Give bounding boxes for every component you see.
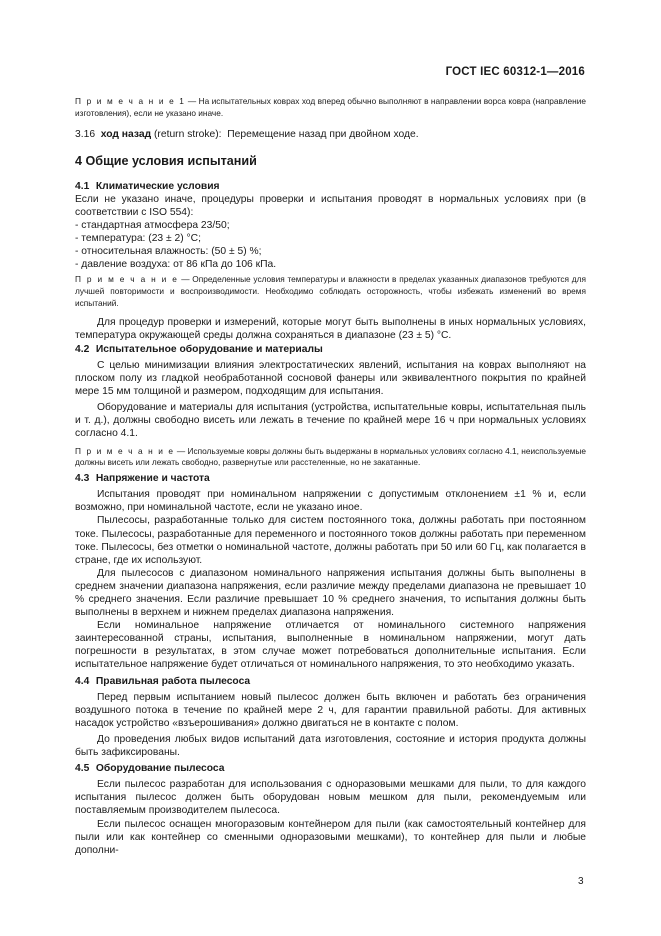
section-title: Климатические условия	[95, 180, 220, 192]
section-title: Напряжение и частота	[95, 473, 210, 485]
section-4-3-para3: Для пылесосов с диапазоном номинального напряжения испытания должны быть выполнены в среднем значении диапазона напряжения, если различие между пределами диапазона не превышает 10 % среднего значения. Если различие превышает 10 % среднего значения, то испытания должны быть выполнены в верхнем и нижнем пределах диапазона напряжения.	[75, 567, 586, 619]
page-number: 3	[578, 876, 584, 887]
section-title: Оборудование пылесоса	[95, 763, 225, 775]
section-4-3-para1: Испытания проводят при номинальном напряжении с допустимым отклонением ±1 % и, если возможно, при номинальной частоте, если не указано иное.	[75, 489, 586, 514]
section-4-2-para2: Оборудование и материалы для испытания (устройства, испытательные ковры, испытательная пыль и т. д.), должны свободно висеть или лежать в течение по крайней мере 16 ч при нормальных условиях согласно 4.1.	[75, 402, 586, 440]
document-code-header: ГОСТ IEC 60312-1—2016	[445, 66, 585, 78]
note-1	[75, 96, 586, 120]
term-definition: Перемещение назад при двойном ходе.	[227, 128, 419, 140]
list-item: - температура: (23 ± 2) °C;	[75, 233, 201, 245]
section-4-4-heading	[75, 675, 586, 688]
section-4-1-note	[75, 274, 586, 309]
note-label: П р и м е ч а н и е	[75, 445, 175, 456]
note-text: — Определенные условия температуры и влажности в пределах указанных диапазонов требуются для лучшей повторимости и воспроизводимости. Необходимо соблюдать осторожность, чтобы избежать изменений во время испытаний.	[75, 274, 586, 308]
section-4-2-note	[75, 446, 586, 470]
section-4-2-para1: С целью минимизации влияния электростатических явлений, испытания на коврах выполняют на плоском полу из гладкой необработанной сосновой фанеры или эквивалентного покрытия по крайней мере 15 мм толщиной и размером, подходящим для испытания.	[75, 360, 586, 398]
term-number: 3.16	[75, 128, 96, 140]
section-number: 4.2	[75, 343, 90, 355]
term-english: (return stroke):	[154, 128, 222, 140]
term-name: ход назад	[100, 128, 152, 140]
section-number: 4.5	[75, 763, 90, 775]
section-4-4-para2: До проведения любых видов испытаний дата изготовления, состояние и история продукта должны быть зафиксированы.	[75, 733, 586, 759]
section-number: 4.1	[75, 180, 90, 192]
section-4-1-heading	[75, 180, 586, 193]
section-title: Испытательное оборудование и материалы	[95, 343, 323, 355]
list-item: - давление воздуха: от 86 кПа до 106 кПа.	[75, 259, 277, 271]
section-number: 4.4	[75, 675, 90, 687]
section-4-3-heading	[75, 472, 586, 485]
note-label: П р и м е ч а н и е	[75, 274, 179, 285]
note-label: П р и м е ч а н и е 1	[75, 96, 186, 106]
climate-conditions-list	[75, 219, 586, 271]
list-item: - относительная влажность: (50 ± 5) %;	[75, 246, 262, 258]
section-4-4-para1: Перед первым испытанием новый пылесос должен быть включен и работать без ограничения воздушного потока в течение по крайней мере 2 ч, для гарантии правильной работы. Для активных насадок устройство «взъерошивания» должно двигаться не в контакте с полом.	[75, 691, 586, 729]
section-4-1-para2: Для процедур проверки и измерений, которые могут быть выполнены в иных нормальных условиях, температура окружающей среды должна сохраняться в диапазоне (23 ± 5) °C.	[75, 316, 586, 341]
section-4-5-para2: Если пылесос оснащен многоразовым контейнером для пыли (как самостоятельный контейнер для пыли или как контейнер со сменными одноразовыми мешками), то контейнер для пыли и любые дополни-	[75, 818, 586, 856]
section-title: Правильная работа пылесоса	[95, 675, 251, 687]
section-4-2-heading	[75, 343, 586, 356]
section-4-3-para2: Пылесосы, разработанные только для систем постоянного тока, должны работать при постоянном токе. Пылесосы, разработанные для переменного и постоянного токов должны работать при переменном токе. Пылесосы, без отметки о номинальной частоте, должны работать при 50 или 60 Гц, как полагается в стране, где их используют.	[75, 515, 586, 566]
note-text: — На испытательных коврах ход вперед обычно выполняют в направлении ворса ковра (направление изготовления), если не указано иначе.	[75, 96, 586, 118]
section-4-3-para4: Если номинальное напряжение отличается от номинального системного напряжения заинтересованной страны, испытания, выполненные в номинальном напряжении, могут дать погрешности в результатах, в этом случае может потребоваться дополнительные испытания. Если испытательное напряжение будет отличаться от номинального напряжения, то это необходимо указать.	[75, 620, 586, 671]
section-4-5-heading	[75, 762, 586, 775]
list-item: - стандартная атмосфера 23/50;	[75, 219, 230, 231]
note-text: — Используемые ковры должны быть выдержаны в нормальных условиях согласно 4.1, неиспользуемые должны висеть или лежать свободно, развернутые или расстеленные, но не закатанные.	[75, 445, 586, 468]
section-4-1-intro: Если не указано иначе, процедуры проверки и испытания проводят в нормальных условиях при (в соответствии с ISO 554):	[75, 193, 586, 218]
section-number: 4.3	[75, 473, 90, 485]
page-content	[75, 96, 586, 857]
term-3-16	[75, 128, 586, 141]
section-4-heading: 4 Общие условия испытаний	[75, 153, 257, 168]
section-4-5-para1: Если пылесос разработан для использования с одноразовыми мешками для пыли, то для каждого испытания пылесос должен быть оборудован новым мешком для пыли, рекомендуемым или поставляемым производителем пылесоса.	[75, 779, 586, 817]
